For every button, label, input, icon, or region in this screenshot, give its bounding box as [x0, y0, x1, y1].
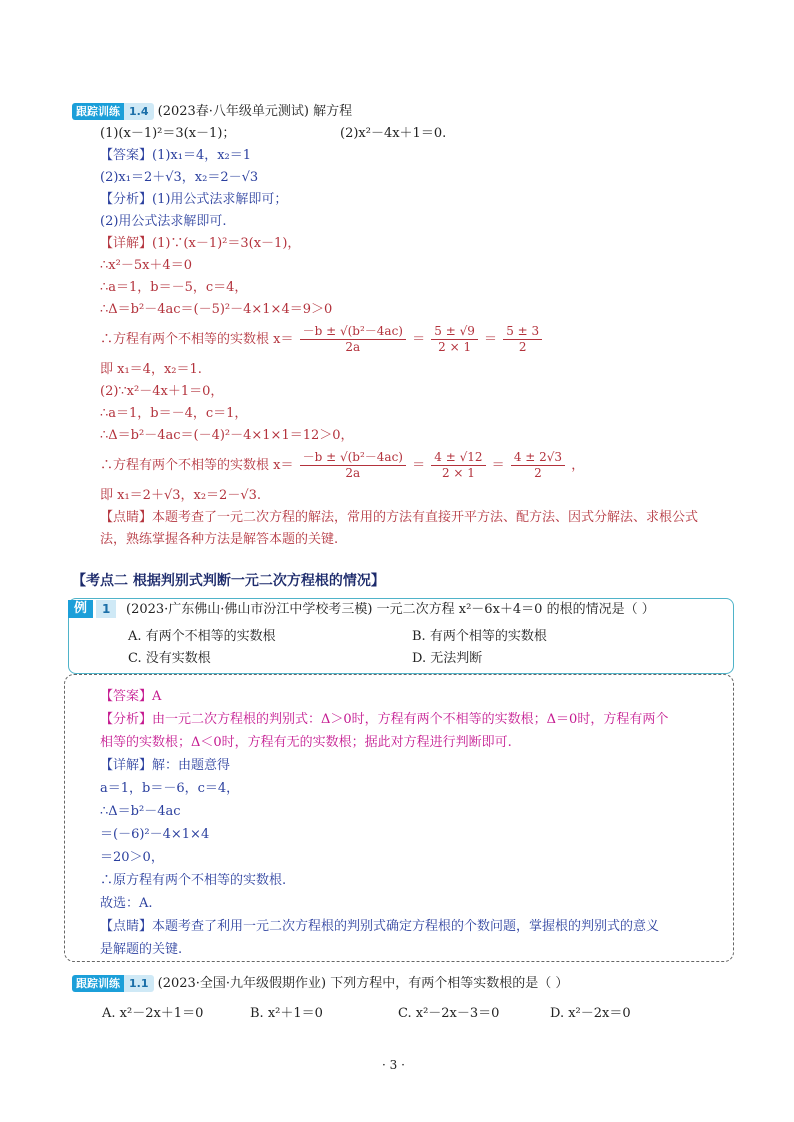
problem-1: (1)(x－1)²＝3(x－1)；	[100, 126, 236, 141]
analysis-line-2: (2)用公式法求解即可.	[100, 214, 227, 229]
detail-line-10: ∴方程有两个不相等的实数根 x＝ $\frac{\text{－b ± √(b²－4ac)}}{2a}$ ＝ $\frac{4 \pm √12}{2 \times 1}$ ＝ $\frac{4 \pm 2√3}{2}$ ，	[100, 450, 585, 480]
comment-line-2: 法，熟练掌握各种方法是解答本题的关键.	[100, 532, 339, 547]
page-number: · 3 ·	[382, 1058, 405, 1072]
detail-line-11: 即 x₁＝2＋√3，x₂＝2－√3.	[100, 488, 262, 503]
analysis-line-1: 【分析】(1)用公式法求解即可；	[100, 192, 288, 207]
detail-line-1: 【详解】(1)∵(x－1)²＝3(x－1)，	[100, 236, 301, 251]
track-stem: (2023·全国·九年级假期作业) 下列方程中，有两个相等实数根的是（ ）	[157, 976, 569, 991]
example-number: 1	[96, 600, 116, 618]
detail-line-5: ∴方程有两个不相等的实数根 x＝ $\frac{\text{－b ± √(b²－4ac)}}{2a}$ ＝ $\frac{5 \pm √9}{2 \times 1}$ ＝ $\frac{5 \pm 3}{2}$	[100, 324, 544, 355]
option-b: B. 有两个相等的实数根	[412, 629, 547, 644]
track-badge: 跟踪训练 1.4	[72, 103, 154, 120]
detail-line-3: ∴a＝1，b＝－5，c＝4，	[100, 280, 248, 295]
option-b: B. x²＋1＝0	[250, 1006, 323, 1021]
option-c: C. x²－2x－3＝0	[398, 1006, 500, 1021]
detail-line-8: ∴a＝1，b＝－4，c＝1，	[100, 406, 248, 421]
detail-line-4: ∴Δ＝b²－4ac＝(－5)²－4×1×4＝9＞0	[100, 302, 333, 317]
example-analysis-1: 【分析】由一元二次方程根的判别式：Δ＞0时，方程有两个不相等的实数根；Δ＝0时，方程有两个	[100, 712, 669, 727]
detail-line-2: ∴x²－5x＋4＝0	[100, 258, 192, 273]
option-a: A. x²－2x＋1＝0	[102, 1006, 204, 1021]
fraction-formula: $\frac{\text{－b ± √(b²－4ac)}}{2a}$	[300, 450, 406, 481]
track-badge: 跟踪训练 1.1	[72, 975, 154, 992]
option-d: D. 无法判断	[412, 651, 483, 666]
fraction-step: $\frac{5 \pm √9}{2 \times 1}$	[431, 324, 478, 355]
example-stem: (2023·广东佛山·佛山市汾江中学校考三模) 一元二次方程 x²－6x＋4＝0 的根的情况是（ ）	[126, 602, 655, 617]
track-1-1-header	[72, 975, 568, 993]
option-c: C. 没有实数根	[128, 651, 211, 666]
fraction-formula: $\frac{\text{－b ± √(b²－4ac)}}{2a}$	[300, 324, 406, 355]
example-detail-7: 故选：A.	[100, 896, 153, 911]
example-answer: 【答案】A	[100, 689, 162, 704]
answer-line-1: 【答案】(1)x₁＝4，x₂＝1	[100, 148, 252, 163]
fraction-step: $\frac{4 \pm √12}{2 \times 1}$	[431, 450, 485, 481]
example-detail-2: a＝1，b＝－6，c＝4，	[100, 781, 240, 796]
answer-line-2: (2)x₁＝2＋√3，x₂＝2－√3	[100, 170, 259, 185]
example-detail-4: ＝(－6)²－4×1×4	[100, 827, 210, 842]
detail-line-9: ∴Δ＝b²－4ac＝(－4)²－4×1×1＝12＞0，	[100, 428, 354, 443]
detail-line-7: (2)∵x²－4x＋1＝0，	[100, 384, 224, 399]
example-detail-1: 【详解】解：由题意得	[100, 758, 231, 773]
detail-line-6: 即 x₁＝4，x₂＝1.	[100, 362, 202, 377]
example-detail-3: ∴Δ＝b²－4ac	[100, 804, 181, 819]
comment-line-1: 【点睛】本题考查了一元二次方程的解法，常用的方法有直接开平方法、配方法、因式分解法、求根公式	[100, 510, 699, 525]
option-a: A. 有两个不相等的实数根	[128, 629, 276, 644]
example-badge: 例	[68, 600, 93, 618]
example-detail-5: ＝20＞0，	[100, 850, 164, 865]
problem-2: (2)x²－4x＋1＝0.	[340, 126, 447, 141]
example-analysis-2: 相等的实数根；Δ＜0时，方程有无的实数根；据此对方程进行判断即可.	[100, 735, 512, 750]
track-1-4-header	[72, 103, 352, 121]
example-detail-6: ∴原方程有两个不相等的实数根.	[100, 873, 287, 888]
option-d: D. x²－2x＝0	[550, 1006, 631, 1021]
example-comment-1: 【点睛】本题考查了利用一元二次方程根的判别式确定方程根的个数问题，掌握根的判别式的意义	[100, 919, 660, 934]
example-comment-2: 是解题的关键.	[100, 942, 183, 957]
fraction-result: $\frac{4 \pm 2√3}{2}$	[511, 450, 565, 481]
fraction-result: $\frac{5 \pm 3}{2}$	[503, 324, 542, 355]
section-title: 【考点二 根据判别式判断一元二次方程根的情况】	[72, 573, 385, 589]
track-source: (2023春·八年级单元测试) 解方程	[157, 104, 353, 119]
